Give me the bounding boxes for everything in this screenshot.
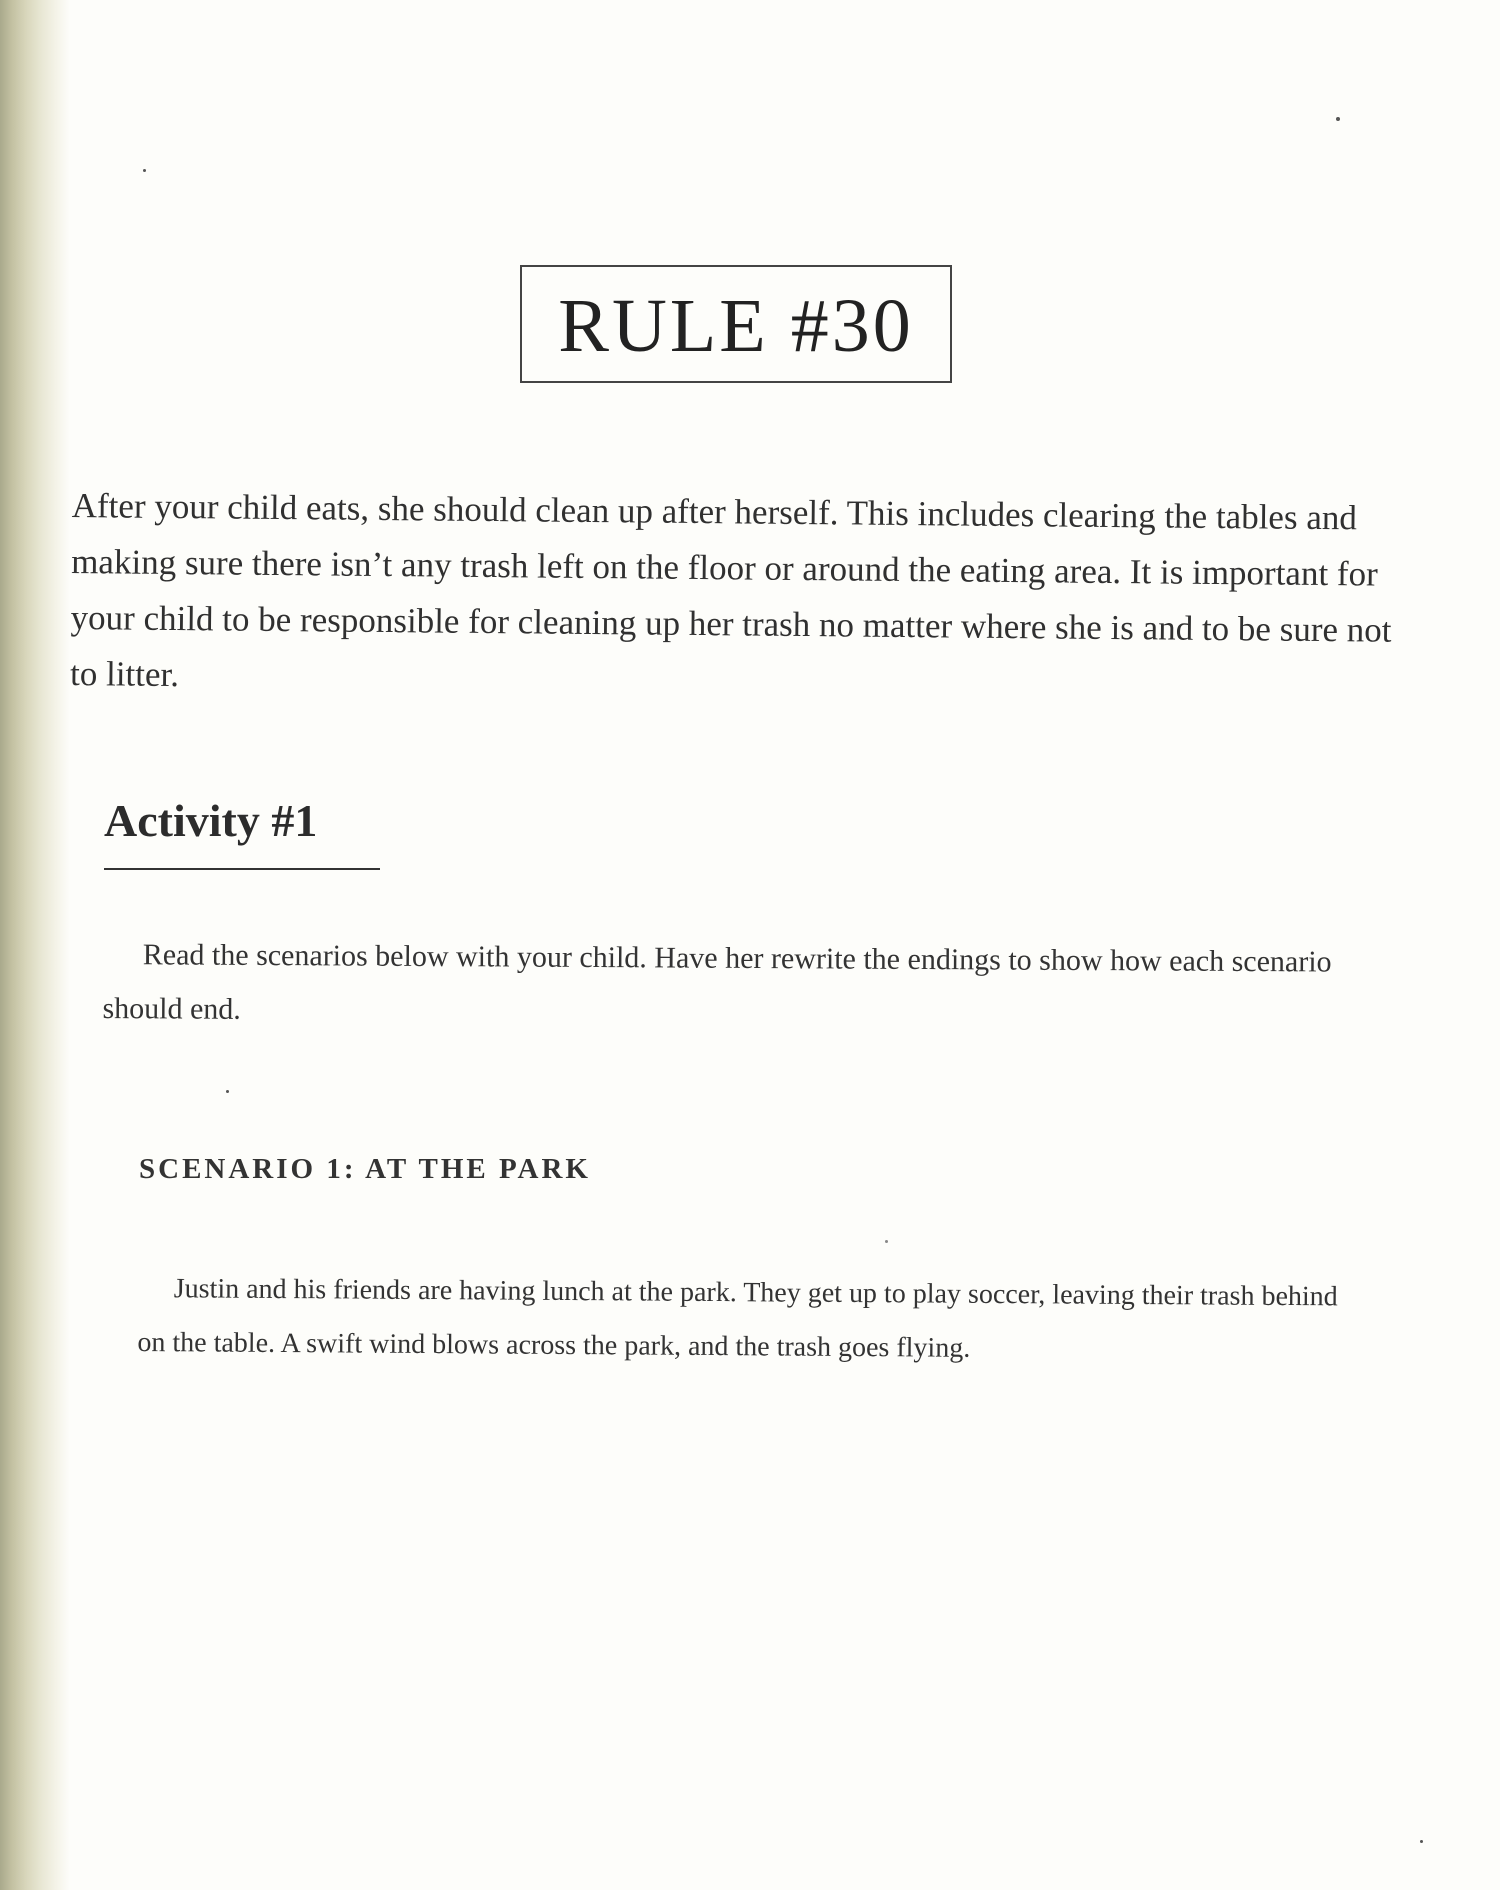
scan-speck bbox=[885, 1240, 888, 1243]
rule-description: After your child eats, she should clean up after herself. This includes clearing the tables and making sure there isn’t any trash left on the floor or around the eating area. It is important for your child to be responsible for cleaning up her trash no matter where she is and to be sure not to litter. bbox=[69, 485, 1392, 695]
scan-speck bbox=[143, 169, 146, 172]
scenario-text: Justin and his friends are having lunch at the park. They get up to play soccer, leaving their trash behind on the table. A swift wind blows across the park, and the trash goes flying. bbox=[137, 1273, 1338, 1364]
scan-speck bbox=[1336, 117, 1340, 121]
activity-heading-underline bbox=[104, 868, 380, 870]
activity-instructions: Read the scenarios below with your child. Have her rewrite the endings to show how each scenario should end. bbox=[102, 938, 1332, 1026]
rule-title: RULE #30 bbox=[558, 284, 914, 368]
rule-title-box bbox=[520, 265, 952, 383]
activity-heading: Activity #1 bbox=[104, 795, 318, 846]
scan-speck bbox=[1420, 1840, 1423, 1843]
book-gutter-shadow bbox=[0, 0, 70, 1890]
scenario-heading: SCENARIO 1: AT THE PARK bbox=[139, 1153, 591, 1185]
scan-speck bbox=[226, 1090, 229, 1093]
